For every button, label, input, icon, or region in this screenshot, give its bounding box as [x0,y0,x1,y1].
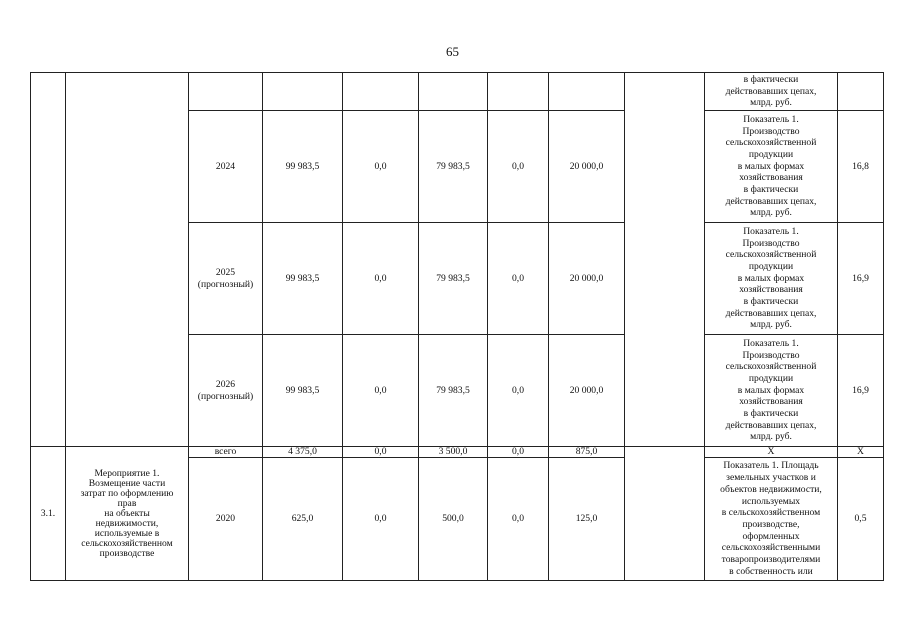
funding-cell [419,73,488,111]
funding-cell: 875,0 [549,447,625,458]
indicator-cell: Показатель 1. Площадь земельных участков и объектов недвижимости, используемых в сельскохозяйственном производстве, оформленных сельскохозяйственными товаропроизводителями в собственность или [705,458,838,581]
funding-cell: 0,0 [343,223,419,335]
measure-name-cell [66,73,189,447]
target-cell: 0,5 [838,458,884,581]
total-cell: 99 983,5 [263,223,343,335]
total-cell: 4 375,0 [263,447,343,458]
funding-cell: 0,0 [488,458,549,581]
number-cell [31,73,66,447]
funding-cell: 20 000,0 [549,335,625,447]
target-cell: 16,8 [838,111,884,223]
funding-cell: 79 983,5 [419,335,488,447]
target-cell: X [838,447,884,458]
year-cell: 2026 (прогнозный) [189,335,263,447]
funding-cell: 0,0 [343,447,419,458]
indicator-cell: в фактически действовавших цепах, млрд. руб. [705,73,838,111]
funding-cell: 3 500,0 [419,447,488,458]
funding-cell [488,73,549,111]
indicator-cell: Показатель 1. Производство сельскохозяйственной продукции в малых формах хозяйствования в фактически действовавших цепах, млрд. руб. [705,335,838,447]
table-row [31,73,884,111]
funding-cell: 0,0 [488,447,549,458]
measure-number: 3.1. [31,447,66,581]
funding-cell [549,73,625,111]
funding-cell: 0,0 [488,111,549,223]
program-table [30,72,884,581]
blank-cell [625,447,705,581]
funding-cell: 0,0 [343,458,419,581]
total-cell: 99 983,5 [263,111,343,223]
funding-cell: 125,0 [549,458,625,581]
target-cell: 16,9 [838,223,884,335]
funding-cell: 0,0 [488,335,549,447]
funding-cell: 0,0 [488,223,549,335]
funding-cell: 20 000,0 [549,111,625,223]
measure-name: Мероприятие 1. Возмещение части затрат по оформлению прав на объекты недвижимости, используемые в сельскохозяйственном производстве [66,447,189,581]
total-cell: 99 983,5 [263,335,343,447]
funding-cell: 79 983,5 [419,223,488,335]
indicator-cell: X [705,447,838,458]
year-cell: 2024 [189,111,263,223]
page-number: 65 [446,44,459,59]
target-cell [838,73,884,111]
funding-cell [343,73,419,111]
indicator-cell: Показатель 1. Производство сельскохозяйственной продукции в малых формах хозяйствования в фактически действовавших цепах, млрд. руб. [705,223,838,335]
funding-cell: 79 983,5 [419,111,488,223]
year-cell: 2020 [189,458,263,581]
total-cell: 625,0 [263,458,343,581]
year-cell [189,73,263,111]
year-cell: 2025 (прогнозный) [189,223,263,335]
total-cell [263,73,343,111]
blank-cell [625,73,705,447]
funding-cell: 0,0 [343,111,419,223]
table-row [31,447,884,458]
funding-cell: 500,0 [419,458,488,581]
funding-cell: 20 000,0 [549,223,625,335]
indicator-cell: Показатель 1. Производство сельскохозяйственной продукции в малых формах хозяйствования в фактически действовавших цепах, млрд. руб. [705,111,838,223]
year-cell: всего [189,447,263,458]
funding-cell: 0,0 [343,335,419,447]
target-cell: 16,9 [838,335,884,447]
